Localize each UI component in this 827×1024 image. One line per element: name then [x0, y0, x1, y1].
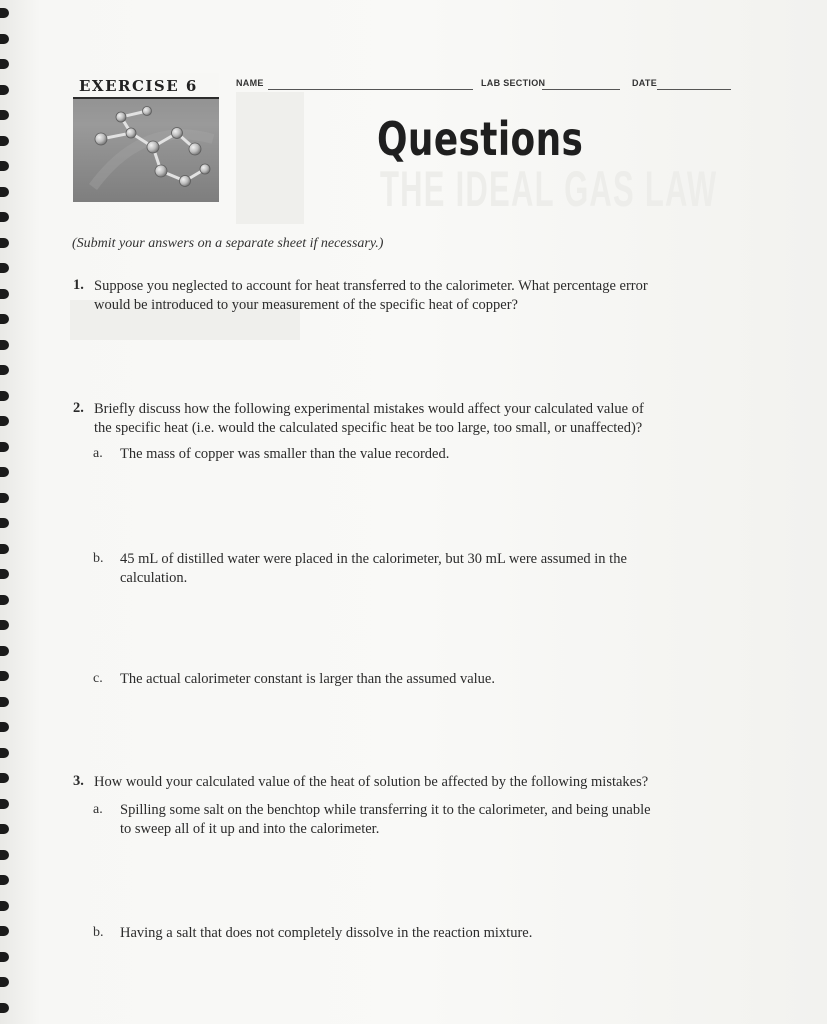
question-2a-text: [120, 445, 449, 464]
binding-ring: [0, 901, 9, 911]
date-field[interactable]: [657, 89, 731, 90]
question-3-line: How would your calculated value of the heat of solution be affected by the following mistakes?: [94, 774, 649, 790]
binding-ring: [0, 697, 9, 707]
question-2a-line: The mass of copper was smaller than the value recorded.: [120, 446, 450, 462]
lab-section-label: LAB SECTION: [481, 78, 546, 88]
binding-ring: [0, 824, 9, 834]
binding-ring: [0, 799, 9, 809]
instructions: (Submit your answers on a separate sheet if necessary.): [72, 236, 384, 251]
question-2a-letter: a.: [93, 446, 103, 461]
binding-ring: [0, 875, 9, 885]
binding-ring: [0, 569, 9, 579]
binding-ring: [0, 748, 9, 758]
binding-ring: [0, 136, 9, 146]
binding-ring: [0, 263, 9, 273]
binding-ring: [0, 340, 9, 350]
binding-ring: [0, 518, 9, 528]
question-2b-letter: b.: [93, 551, 104, 566]
binding-ring: [0, 544, 9, 554]
binding-ring: [0, 671, 9, 681]
question-3a-line: Spilling some salt on the benchtop while transferring it to the calorimeter, and being unable: [120, 802, 651, 818]
question-2c-letter: c.: [93, 671, 103, 686]
binding-ring: [0, 1003, 9, 1013]
binding-ring: [0, 161, 9, 171]
bleed-through-title: THE IDEAL GAS LAW: [380, 161, 718, 217]
binding-ring: [0, 595, 9, 605]
question-2-text: [94, 400, 644, 438]
name-label: NAME: [236, 78, 264, 88]
question-3a-text: [120, 801, 651, 839]
binding-ring: [0, 850, 9, 860]
binding-ring: [0, 8, 9, 18]
question-3a-letter: a.: [93, 802, 103, 817]
question-2b-text: [120, 550, 627, 588]
question-1-line: Suppose you neglected to account for heat transferred to the calorimeter. What percentage error: [94, 278, 648, 294]
binding-ring: [0, 977, 9, 987]
binding-ring: [0, 493, 9, 503]
binding-ring: [0, 212, 9, 222]
binding-ring: [0, 187, 9, 197]
bleed-through-block: [236, 92, 304, 224]
binding-ring: [0, 416, 9, 426]
question-3b-letter: b.: [93, 925, 104, 940]
binding-ring: [0, 238, 9, 248]
question-2-number: 2.: [73, 400, 84, 416]
binding-ring: [0, 59, 9, 69]
page-title: Questions: [377, 112, 584, 166]
binding-ring: [0, 391, 9, 401]
binding-ring: [0, 34, 9, 44]
question-2c-line: The actual calorimeter constant is larger than the assumed value.: [120, 671, 495, 687]
binding-ring: [0, 722, 9, 732]
exercise-label: EXERCISE 6: [73, 73, 219, 99]
question-2b-line: calculation.: [120, 570, 188, 586]
question-2b-line: 45 mL of distilled water were placed in the calorimeter, but 30 mL were assumed in the: [120, 551, 627, 567]
question-3-text: [94, 773, 648, 792]
binding-ring: [0, 926, 9, 936]
binding-ring: [0, 314, 9, 324]
spiral-binding: [0, 0, 14, 1024]
question-1-text: [94, 277, 648, 315]
date-label: DATE: [632, 78, 658, 88]
exercise-badge: [73, 73, 219, 202]
binding-ring: [0, 365, 9, 375]
binding-ring: [0, 110, 9, 120]
question-2-line: the specific heat (i.e. would the calculated specific heat be too large, too small, or unaffected)?: [94, 420, 643, 436]
name-field[interactable]: [268, 89, 473, 90]
question-1-line: would be introduced to your measurement of the specific heat of copper?: [94, 297, 518, 313]
binding-ring: [0, 85, 9, 95]
question-1-number: 1.: [73, 277, 84, 293]
binding-ring: [0, 773, 9, 783]
binding-ring: [0, 467, 9, 477]
binding-ring: [0, 442, 9, 452]
molecule-network-icon: [73, 99, 219, 202]
question-2-line: Briefly discuss how the following experimental mistakes would affect your calculated value of: [94, 401, 644, 417]
binding-ring: [0, 620, 9, 630]
binding-ring: [0, 646, 9, 656]
question-3a-line: to sweep all of it up and into the calorimeter.: [120, 821, 380, 837]
binding-ring: [0, 952, 9, 962]
question-3-number: 3.: [73, 773, 84, 789]
question-3b-text: [120, 924, 532, 943]
lab-section-field[interactable]: [542, 89, 620, 90]
question-2c-text: [120, 670, 495, 689]
binding-ring: [0, 289, 9, 299]
question-3b-line: Having a salt that does not completely dissolve in the reaction mixture.: [120, 925, 533, 941]
